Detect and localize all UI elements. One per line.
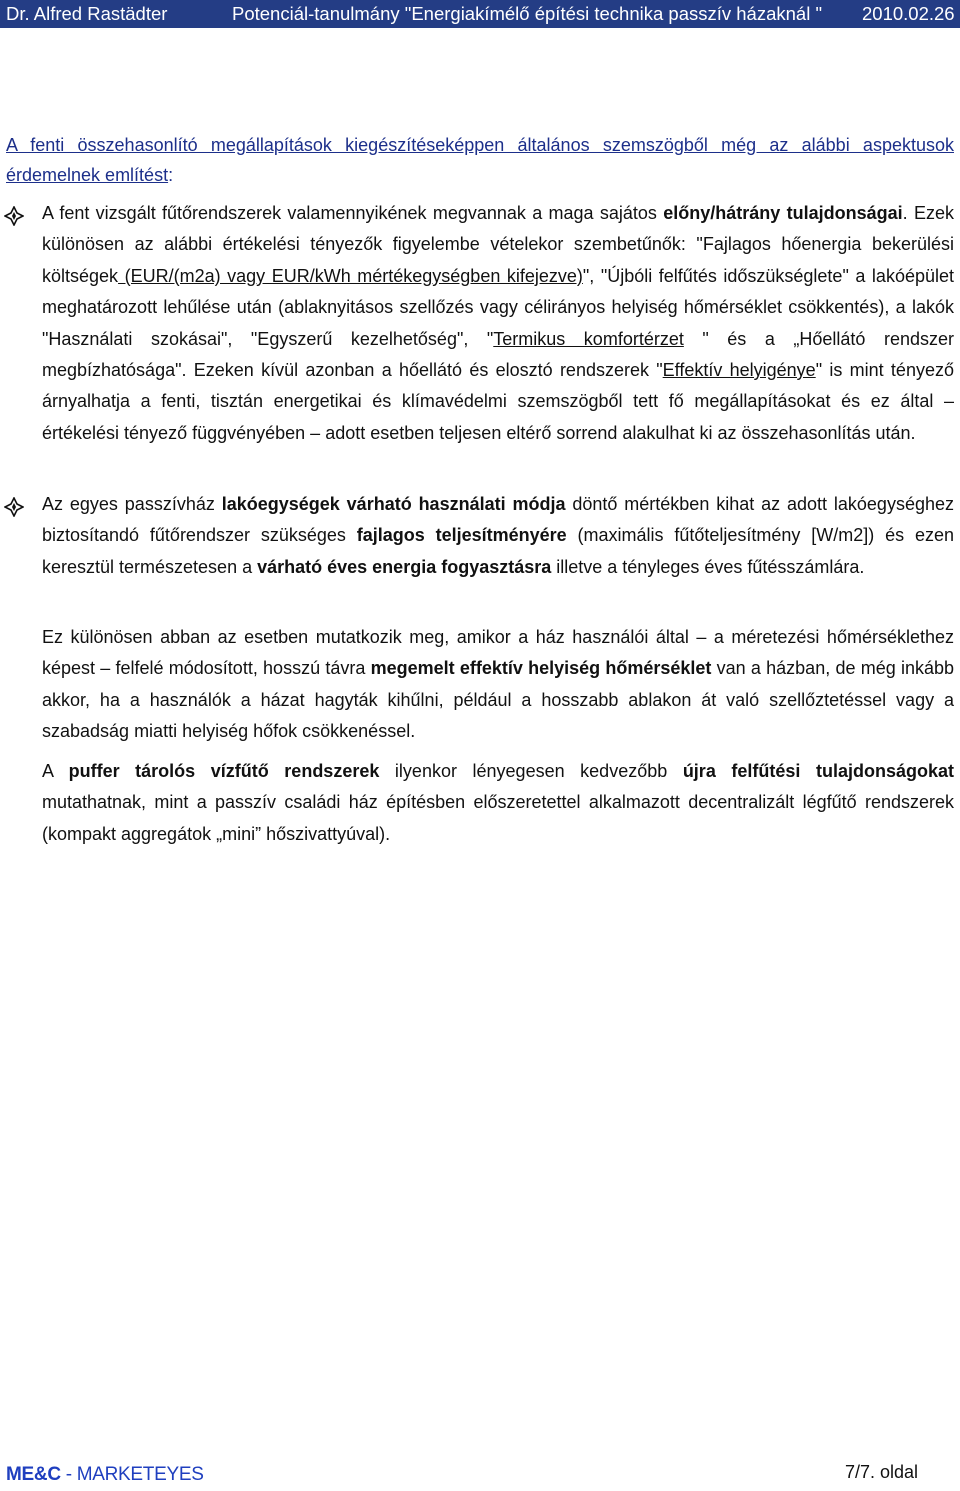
text-run: A <box>42 761 69 781</box>
text-run: " is mint tényező árnyalhatja a fenti, tisztán energetikai és klímavédelmi szemszögből tett fő megállapításokat és ez által – értékelési tényező függvényében – adott esetben teljesen eltérő sorrend alakulhat ki az összehasonlítás után. <box>42 360 954 443</box>
paragraph-4 <box>42 756 954 850</box>
bold-run: lakóegységek várható használati módja <box>221 494 566 514</box>
text-run: döntő mértékben kihat az adott lakóegységhez biztosítandó fűtőrendszer szükséges <box>42 494 954 546</box>
text-run: " és a „Hőellátó rendszer megbízhatósága". Ezeken kívül azonban a hőellátó és elosztó rendszerek " <box>42 328 954 381</box>
intro-heading <box>6 130 954 190</box>
header-author: Dr. Alfred Rastädter <box>6 3 168 24</box>
text-run: illetve a tényleges éves fűtésszámlára. <box>551 556 865 577</box>
text-run: . Ezek különösen az alábbi értékelési tényezők figyelembe vételekor szembetűnők: "Fajlagos hőenergia bekerülési költségek <box>42 203 954 286</box>
brand-mark: ME&C <box>6 1464 61 1485</box>
header-date: 2010.02.26 <box>862 3 955 24</box>
text-run: van a házban, de még inkább akkor, ha a használók a házat hagyták kihűlni, például a hosszabb ablakon át való szellőztetéssel vagy a szabadság miatti helyiség hőfok csökkenéssel. <box>42 658 954 742</box>
underlined-run: Effektív helyigénye <box>662 360 816 381</box>
bold-run: fajlagos teljesítményére <box>356 525 567 546</box>
diamond-bullet-icon <box>4 206 24 226</box>
bold-run: várható éves energia fogyasztásra <box>257 556 552 577</box>
text-run: ", "Újbóli felfűtés időszükséglete" a lakóépület meghatározott lehűlése után (ablaknyitásos szellőzés vagy célirányos helyiség hőmérséklet csökkentés), a lakók "Használati szokásai", "Egyszerű kezelhetőség", " <box>42 265 954 349</box>
header-title: Potenciál-tanulmány "Energiakímélő építési technika passzív házaknál " <box>232 3 823 24</box>
intro-text: A fenti összehasonlító megállapítások kiegészítéseképpen általános szemszögből még az alábbi aspektusok érdemelnek említést <box>6 135 954 185</box>
bullet-paragraph-2 <box>42 489 954 583</box>
bullet-paragraph-1 <box>42 198 954 449</box>
text-run: Ez különösen abban az esetben mutatkozik meg, amikor a ház használói által – a méretezési hőmérséklethez képest – felfelé módosított, hosszú távra <box>42 627 954 679</box>
page-number: 7/7. oldal <box>845 1462 919 1482</box>
text-run: A fent vizsgált fűtőrendszerek valamennyikének megvannak a maga sajátos <box>42 203 664 223</box>
text-run: mutathatnak, mint a passzív családi ház építésben előszeretettel alkalmazott decentralizált légfűtő rendszerek (kompakt aggregátok „mini” hőszivattyúval). <box>42 792 954 844</box>
page-header <box>0 0 960 28</box>
diamond-bullet-icon <box>4 497 24 517</box>
bold-run: puffer tárolós vízfűtő rendszerek <box>68 761 380 781</box>
paragraph-3 <box>42 622 954 748</box>
brand-name: - MARKETEYES <box>60 1464 204 1485</box>
footer-brand <box>6 1464 204 1486</box>
underlined-run: Termikus komfortérzet <box>493 328 684 349</box>
text-run: Az egyes passzívház <box>42 494 222 514</box>
underlined-run: (EUR/(m2a) vagy EUR/kWh mértékegységben kifejezve) <box>118 265 583 286</box>
intro-tail: : <box>168 165 174 185</box>
bold-run: előny/hátrány tulajdonságai <box>663 203 903 223</box>
text-run: ilyenkor lényegesen kedvezőbb <box>379 761 683 781</box>
text-run: (maximális fűtőteljesítmény [W/m2]) és ezen keresztül természetesen a <box>42 525 955 577</box>
bold-run: újra felfűtési tulajdonságokat <box>682 761 954 781</box>
bold-run: megemelt effektív helyiség hőmérséklet <box>370 658 712 679</box>
